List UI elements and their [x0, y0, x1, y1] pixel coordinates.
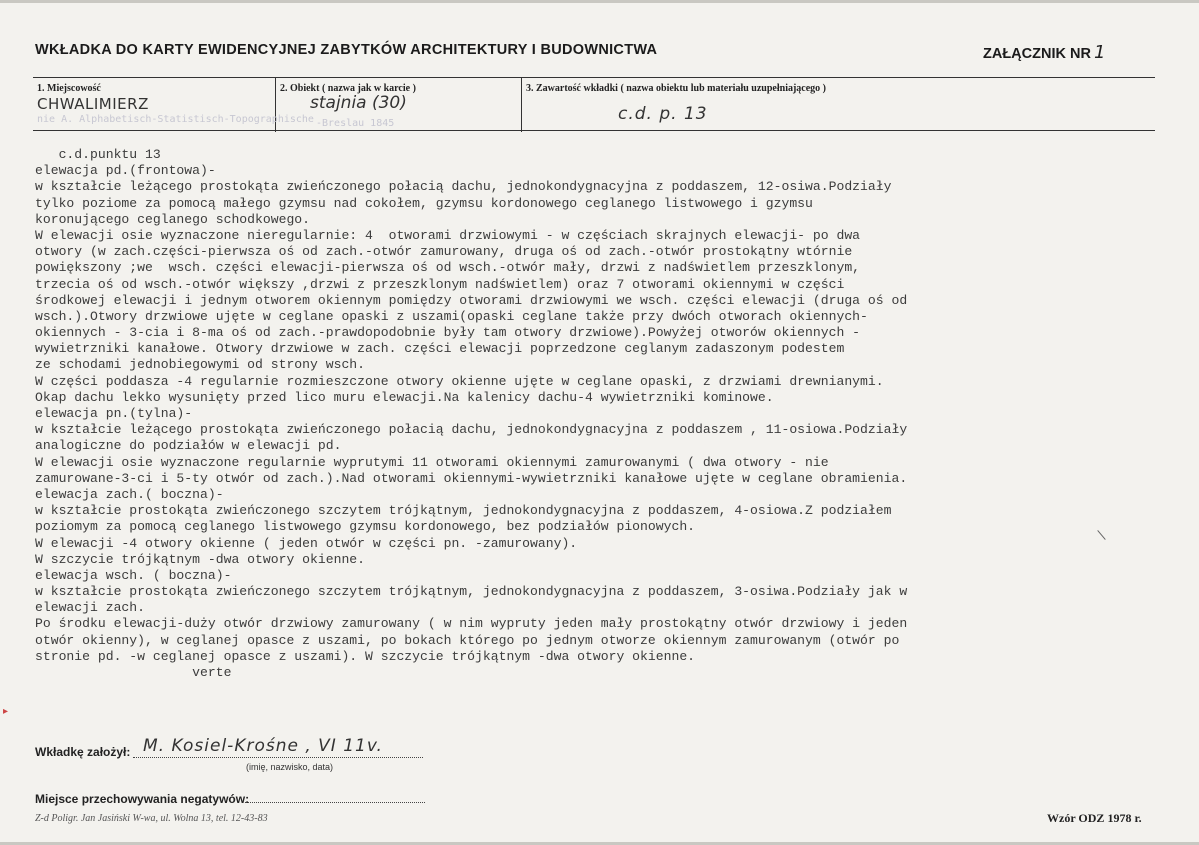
content-label: 3. Zawartość wkładki ( nazwa obiektu lub materiału uzupełniającego ) — [526, 83, 827, 94]
faint-stamp-line-1: nie A. Alphabetisch-Statistisch-Topographische — [37, 114, 314, 125]
text-line: wsch.).Otwory drzwiowe ujęte w ceglane opaski z uszami(opaski ceglane także przy dwóch otworach okiennych- — [35, 308, 868, 324]
text-line: Po środku elewacji-duży otwór drzwiowy zamurowany ( w nim wypruty jeden mały prostokątny otwór drzwiowy i jeden — [35, 616, 908, 632]
negatives-label: Miejsce przechowywania negatywów: — [35, 792, 250, 806]
header-fields-box — [33, 77, 1155, 131]
edge-mark: ▸ — [3, 706, 9, 717]
text-line: w kształcie prostokąta zwieńczonego szczytem trójkątnym, jednokondygnacyjna z poddaszem, 4-osiowa.Z podziałem — [35, 503, 892, 519]
typewritten-description — [35, 147, 1165, 681]
text-line: powiększony ;we wsch. części elewacji-pierwsza oś od wsch.-otwór mały, drzwi z nadświetlem przeszklonym, — [35, 260, 861, 276]
attachment-number — [983, 42, 1105, 63]
locality-label: 1. Miejscowość — [37, 83, 101, 94]
text-line: elewacji zach. — [35, 600, 146, 616]
text-line: W części poddasza -4 regularnie rozmieszczone otwory okienne ujęte w ceglane opaski, z drzwiami drewnianymi. — [35, 373, 884, 389]
form-title: WKŁADKA DO KARTY EWIDENCYJNEJ ZABYTKÓW ARCHITEKTURY I BUDOWNICTWA — [35, 42, 658, 58]
text-line: W szczycie trójkątnym -dwa otwory okienne. — [35, 551, 366, 567]
object-field — [276, 78, 522, 132]
top-edge — [0, 0, 1199, 3]
text-line: koronującego ceglanego schodkowego. — [35, 211, 311, 227]
negatives-dotted-line — [245, 795, 425, 803]
content-value: c.d. p. 13 — [618, 104, 708, 124]
text-line: W elewacji osie wyznaczone nieregularnie: 4 otworami drzwiowymi - w częściach skrajnych elewacji- po dwa — [35, 227, 861, 243]
text-line: stronie pd. -w ceglanej opasce z uszami). W szczycie trójkątnym -dwa otwory okienne. — [35, 648, 696, 664]
text-line: w kształcie prostokąta zwieńczonego szczytem trójkątnym, jednokondygnacyjna z poddaszem, 3-osiwa.Podziały jak w — [35, 584, 908, 600]
text-line: zamurowane-3-ci i 5-ty otwór od zach.).Nad otworami okiennymi-wywietrzniki kanałowe ujęte w ceglane obramienia. — [35, 470, 908, 486]
text-line: środkowej elewacji i jednym otworem okiennym pomiędzy otworami drzwiowymi we wsch. części elewacji (druga oś od — [35, 292, 908, 308]
locality-field — [33, 78, 314, 132]
text-line: elewacja zach.( boczna)- — [35, 486, 224, 502]
attachment-label: ZAŁĄCZNIK NR — [983, 46, 1091, 62]
author-signature: M. Kosiel-Krośne , VI 11v. — [143, 736, 383, 756]
content-field — [522, 78, 1155, 132]
text-line: elewacja wsch. ( boczna)- — [35, 567, 232, 583]
object-label: 2. Obiekt ( nazwa jak w karcie ) — [280, 83, 416, 94]
form-id: Wzór ODZ 1978 r. — [1047, 811, 1142, 825]
text-line: Okap dachu lekko wysunięty przed lico muru elewacji.Na kalenicy dachu-4 wywietrzniki kominowe. — [35, 389, 774, 405]
author-label: Wkładkę założył: — [35, 745, 131, 759]
text-line: w kształcie leżącego prostokąta zwieńczonego połacią dachu, jednokondygnacyjna z poddaszem , 11-osiowa.Podziały — [35, 422, 908, 438]
text-line: analogiczne do podziałów w elewacji pd. — [35, 438, 342, 454]
text-line: tylko poziome za pomocą małego gzymsu nad cokołem, gzymsu kordonowego ceglanego listwowego i gzymsu — [35, 195, 813, 211]
text-line: verte — [35, 665, 232, 680]
text-line: W elewacji osie wyznaczone regularnie wyprutymi 11 otworami okiennymi zamurowanymi ( dwa otwory - nie — [35, 454, 829, 470]
text-line: c.d.punktu 13 — [35, 147, 161, 162]
text-line: otwory (w zach.części-pierwsza oś od zach.-otwór zamurowany, druga oś od zach.-otwór prostokątny wtórnie — [35, 244, 853, 260]
text-line: ze schodami jednobiegowymi od strony wsch. — [35, 357, 366, 373]
attachment-number-value: 1 — [1093, 42, 1106, 63]
text-line: poziomym za pomocą ceglanego listwowego gzymsu kordonowego, bez podziałów pionowych. — [35, 519, 696, 535]
text-line: trzecia oś od wsch.-otwór większy ,drzwi z przeszklonym nadświetlem) oraz 7 otworami okiennymi w części — [35, 276, 845, 292]
text-line: W elewacji -4 otwory okienne ( jeden otwór w części pn. -zamurowany). — [35, 535, 578, 551]
object-value: stajnia (30) — [310, 93, 407, 113]
text-line: elewacja pn.(tylna)- — [35, 406, 193, 421]
faint-stamp-line-2: -Breslau 1845 — [316, 118, 395, 129]
text-line: otwór okienny), w ceglanej opasce z uszami, po bokach którego po jednym otworze okiennym zamurowanym (otwór po — [35, 632, 900, 648]
text-line: wywietrzniki kanałowe. Otwory drzwiowe w zach. części elewacji poprzedzone ceglanym zadaszonym podestem — [35, 341, 845, 357]
text-line: w kształcie leżącego prostokąta zwieńczonego połacią dachu, jednokondygnacyjna z poddaszem, 12-osiwa.Podziały — [35, 179, 892, 195]
text-line: elewacja pd.(frontowa)- — [35, 163, 216, 179]
printer-imprint: Z-d Poligr. Jan Jasiński W-wa, ul. Wolna 13, tel. 12-43-83 — [35, 813, 268, 824]
locality-value: CHWALIMIERZ — [37, 95, 149, 113]
text-line: okiennych - 3-cia i 8-ma oś od zach.-prawdopodobnie były tam otwory drzwiowe).Powyżej otworów okiennych - — [35, 325, 861, 341]
author-caption: (imię, nazwisko, data) — [246, 762, 334, 772]
